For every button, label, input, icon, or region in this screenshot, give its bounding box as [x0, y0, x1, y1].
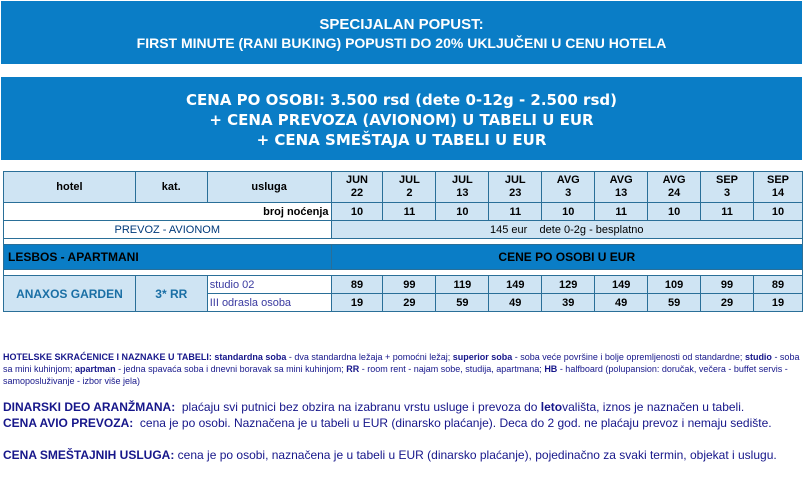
- price-cell: 29: [383, 294, 436, 312]
- date-cell: JUN 22: [331, 172, 383, 203]
- section-header-row: [4, 245, 803, 270]
- info-text: plaćaju svi putnici bez obzira na izabranu vrstu usluge i prevoza do: [175, 400, 541, 414]
- price-cell: 99: [701, 276, 754, 294]
- note-text: - room rent - najam sobe, studija, apartmana;: [359, 364, 542, 374]
- info-heading: CENA SMEŠTAJNIH USLUGA:: [3, 448, 175, 462]
- date-cell: JUL 2: [383, 172, 436, 203]
- note-text: - halfboard (polupansion: doručak, večera - buffet servis - samoposluživanje - izbor više jela): [3, 364, 788, 386]
- date-cell: SEP 3: [701, 172, 754, 203]
- price-cell: 99: [383, 276, 436, 294]
- price-line-3: + CENA SMEŠTAJA U TABELI U EUR: [256, 131, 547, 149]
- price-banner: [1, 77, 802, 160]
- section-destination: LESBOS - APARTMANI: [4, 245, 332, 270]
- note-term: superior soba: [452, 352, 513, 362]
- nights-cell: 10: [542, 203, 595, 221]
- nights-cell: 10: [436, 203, 489, 221]
- date-cell: JUL 13: [436, 172, 489, 203]
- note-text: - soba veće površine i bolje opremljenosti od standardne;: [512, 352, 743, 362]
- hotel-category: 3* RR: [135, 276, 207, 312]
- note-text: - dva standardna ležaja + pomoćni ležaj;: [286, 352, 451, 362]
- nights-label: broj noćenja: [4, 203, 332, 221]
- nights-row: [4, 203, 803, 221]
- note-term: standardna soba: [214, 352, 287, 362]
- price-line-1: CENA PO OSOBI: 3.500 rsd (dete 0-12g - 2.500 rsd): [186, 91, 617, 109]
- note-text: - soba sa mini kuhinjom;: [3, 352, 800, 374]
- price-cell: 19: [331, 294, 383, 312]
- info-heading: DINARSKI DEO ARANŽMANA:: [3, 400, 176, 414]
- price-cell: 89: [331, 276, 383, 294]
- hotel-row: [4, 276, 803, 294]
- nights-cell: 11: [701, 203, 754, 221]
- price-cell: 49: [595, 294, 648, 312]
- hotel-name: ANAXOS GARDEN: [4, 276, 136, 312]
- price-cell: 49: [489, 294, 542, 312]
- price-cell: 59: [436, 294, 489, 312]
- discount-title: SPECIJALAN POPUST:: [319, 16, 484, 33]
- nights-cell: 11: [595, 203, 648, 221]
- discount-subtitle: FIRST MINUTE (RANI BUKING) POPUSTI DO 20% UKLJUČENI U CENU HOTELA: [136, 35, 667, 51]
- transport-label: PREVOZ - AVIONOM: [4, 221, 332, 239]
- price-cell: 109: [648, 276, 701, 294]
- info-flight-price: [3, 415, 803, 431]
- price-cell: 119: [436, 276, 489, 294]
- note-term: HB: [544, 364, 558, 374]
- service-type: III odrasla osoba: [207, 294, 331, 312]
- discount-banner: [1, 1, 802, 64]
- price-cell: 19: [753, 294, 802, 312]
- date-cell: SEP 14: [753, 172, 802, 203]
- date-cell: AVG 24: [648, 172, 701, 203]
- note-term: studio: [744, 352, 772, 362]
- service-type: studio 02: [207, 276, 331, 294]
- price-line-2: + CENA PREVOZA (AVIONOM) U TABELI U EUR: [209, 111, 594, 129]
- note-term: RR: [346, 364, 360, 374]
- info-accommodation-price: [3, 447, 803, 463]
- info-text: cena je po osobi. Naznačena je u tabeli u EUR (dinarsko plaćanje). Deca do 2 god. ne plaćaju prevoz i nemaju sedište.: [133, 416, 772, 430]
- transport-value: 145 eur dete 0-2g - besplatno: [331, 221, 802, 239]
- nights-cell: 10: [648, 203, 701, 221]
- nights-cell: 10: [331, 203, 383, 221]
- header-usluga: usluga: [207, 172, 331, 203]
- nights-cell: 11: [489, 203, 542, 221]
- date-cell: AVG 13: [595, 172, 648, 203]
- note-text: - jedna spavaća soba i dnevni boravak sa mini kuhinjom;: [115, 364, 344, 374]
- date-cell: JUL 23: [489, 172, 542, 203]
- note-term: apartman: [75, 364, 116, 374]
- info-emphasis: leto: [540, 400, 563, 414]
- price-cell: 149: [595, 276, 648, 294]
- info-heading: CENA AVIO PREVOZA:: [3, 416, 134, 430]
- price-cell: 39: [542, 294, 595, 312]
- nights-cell: 11: [383, 203, 436, 221]
- price-cell: 129: [542, 276, 595, 294]
- price-cell: 89: [753, 276, 802, 294]
- section-price-note: CENE PO OSOBI U EUR: [331, 245, 802, 270]
- price-cell: 149: [489, 276, 542, 294]
- header-kat: kat.: [135, 172, 207, 203]
- info-text: cena je po osobi, naznačena je u tabeli u EUR (dinarsko plaćanje), pojedinačno za svaki termin, objekat i uslugu.: [174, 448, 777, 462]
- info-text: vališta, iznos je naznačen u tabeli.: [562, 400, 745, 414]
- date-cell: AVG 3: [542, 172, 595, 203]
- abbreviations-notes: [3, 351, 803, 387]
- table-header-row: [4, 172, 803, 203]
- price-cell: 29: [701, 294, 754, 312]
- nights-cell: 10: [753, 203, 802, 221]
- transport-row: [4, 221, 803, 239]
- header-hotel: hotel: [4, 172, 136, 203]
- notes-heading: HOTELSKE SKRAĆENICE I NAZNAKE U TABELI:: [3, 352, 212, 362]
- price-cell: 59: [648, 294, 701, 312]
- price-table: [3, 171, 803, 312]
- info-dinar-part: [3, 399, 803, 415]
